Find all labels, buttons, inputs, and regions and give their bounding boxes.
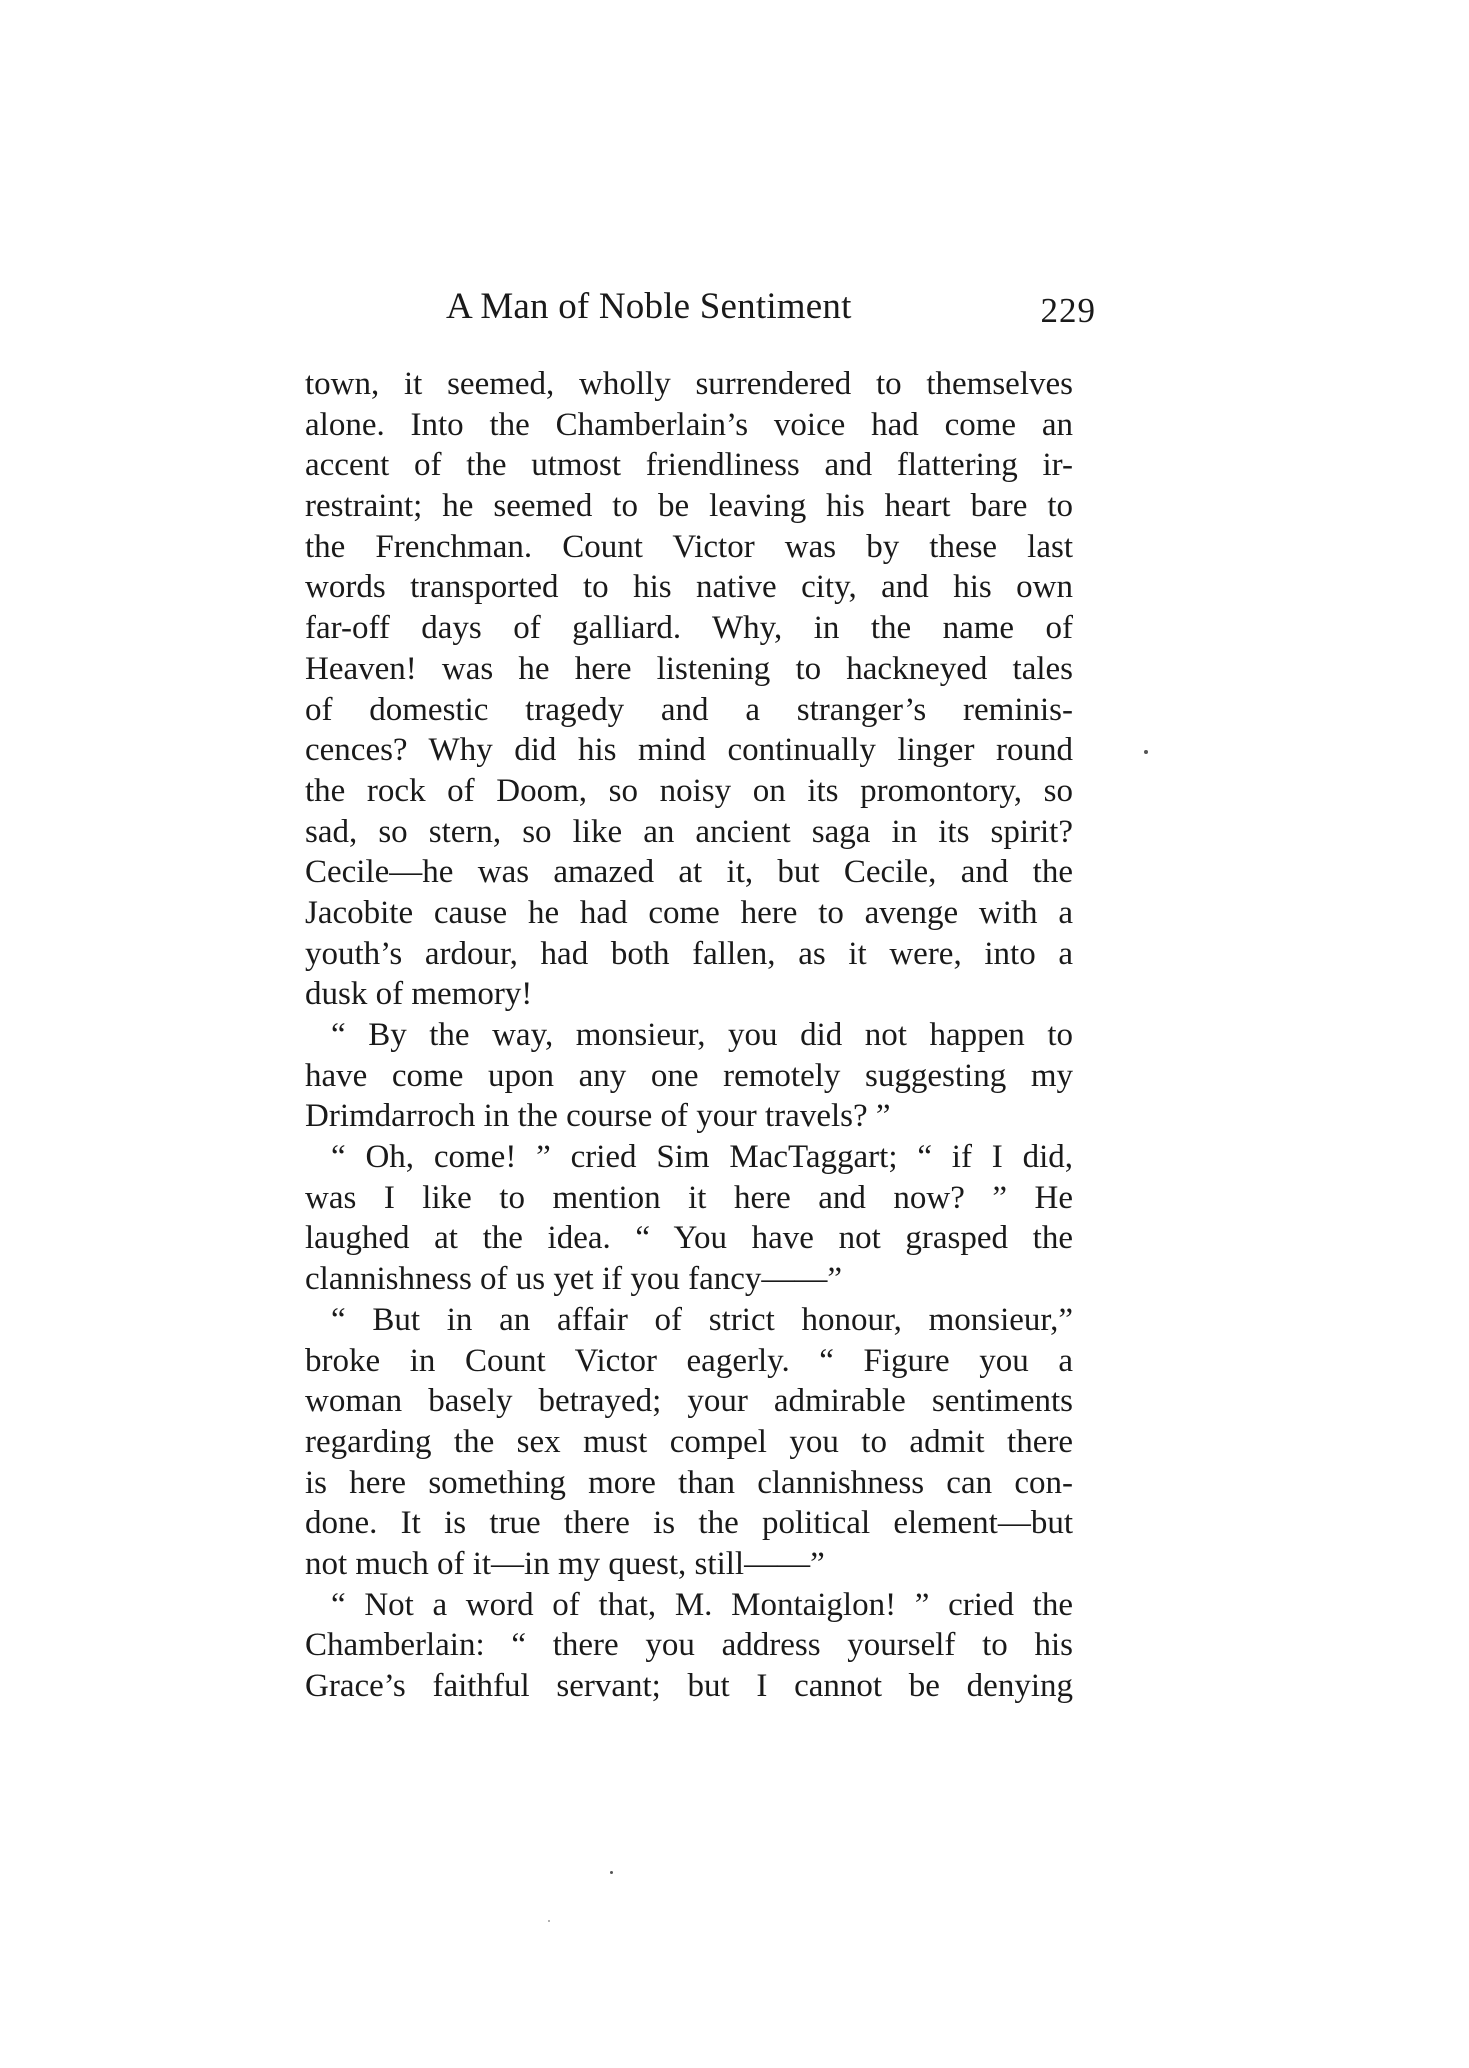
text-line: accent of the utmost friendliness and flattering ir- — [305, 447, 1073, 484]
ink-speck — [610, 1871, 613, 1874]
text-line: “ But in an affair of strict honour, monsieur,” — [331, 1301, 1073, 1338]
text-line: “ Oh, come! ” cried Sim MacTaggart; “ if I did, — [331, 1139, 1073, 1176]
text-line: town, it seemed, wholly surrendered to themselves — [305, 366, 1073, 402]
text-line: dusk of memory! — [305, 976, 533, 1013]
text-line: the rock of Doom, so noisy on its promontory, so — [305, 772, 1073, 809]
text-line: was I like to mention it here and now? ” He — [305, 1179, 1073, 1216]
text-line: done. It is true there is the political element—but — [305, 1505, 1073, 1542]
text-line: clannishness of us yet if you fancy——” — [305, 1261, 843, 1298]
text-line: Drimdarroch in the course of your travels? ” — [305, 1098, 891, 1135]
text-line: the Frenchman. Count Victor was by these last — [305, 528, 1073, 565]
page-number: 229 — [1040, 291, 1096, 330]
text-line: regarding the sex must compel you to admit there — [305, 1423, 1073, 1460]
text-line: laughed at the idea. “ You have not grasped the — [305, 1220, 1073, 1257]
body-text — [305, 364, 1073, 1707]
text-line: cences? Why did his mind continually linger round — [305, 732, 1073, 769]
text-line: Chamberlain: “ there you address yourself to his — [305, 1627, 1073, 1664]
text-line: youth’s ardour, had both fallen, as it were, into a — [305, 935, 1073, 972]
text-line: alone. Into the Chamberlain’s voice had come an — [305, 406, 1073, 443]
text-line: of domestic tragedy and a stranger’s reminis- — [305, 691, 1073, 728]
text-line: Cecile—he was amazed at it, but Cecile, and the — [305, 854, 1073, 891]
text-line: Grace’s faithful servant; but I cannot be denying — [305, 1668, 1073, 1704]
text-line: is here something more than clannishness can con- — [305, 1464, 1073, 1501]
text-line: not much of it—in my quest, still——” — [305, 1545, 825, 1582]
text-line: have come upon any one remotely suggesting my — [305, 1057, 1073, 1094]
text-line: words transported to his native city, and his own — [305, 569, 1073, 606]
text-line: broke in Count Victor eagerly. “ Figure you a — [305, 1342, 1073, 1379]
text-line: Jacobite cause he had come here to avenge with a — [305, 894, 1073, 931]
text-line: sad, so stern, so like an ancient saga in its spirit? — [305, 813, 1073, 850]
text-line: far-off days of galliard. Why, in the name of — [305, 610, 1073, 647]
ink-speck — [1144, 750, 1148, 754]
text-line: “ Not a word of that, M. Montaiglon! ” cried the — [331, 1586, 1073, 1623]
text-line: “ By the way, monsieur, you did not happen to — [331, 1017, 1073, 1053]
running-title: A Man of Noble Sentiment — [446, 286, 852, 327]
text-line: woman basely betrayed; your admirable sentiments — [305, 1383, 1073, 1420]
running-head — [446, 282, 1096, 332]
text-line: restraint; he seemed to be leaving his heart bare to — [305, 488, 1073, 525]
text-line: Heaven! was he here listening to hackneyed tales — [305, 650, 1073, 687]
ink-speck — [548, 1920, 550, 1922]
